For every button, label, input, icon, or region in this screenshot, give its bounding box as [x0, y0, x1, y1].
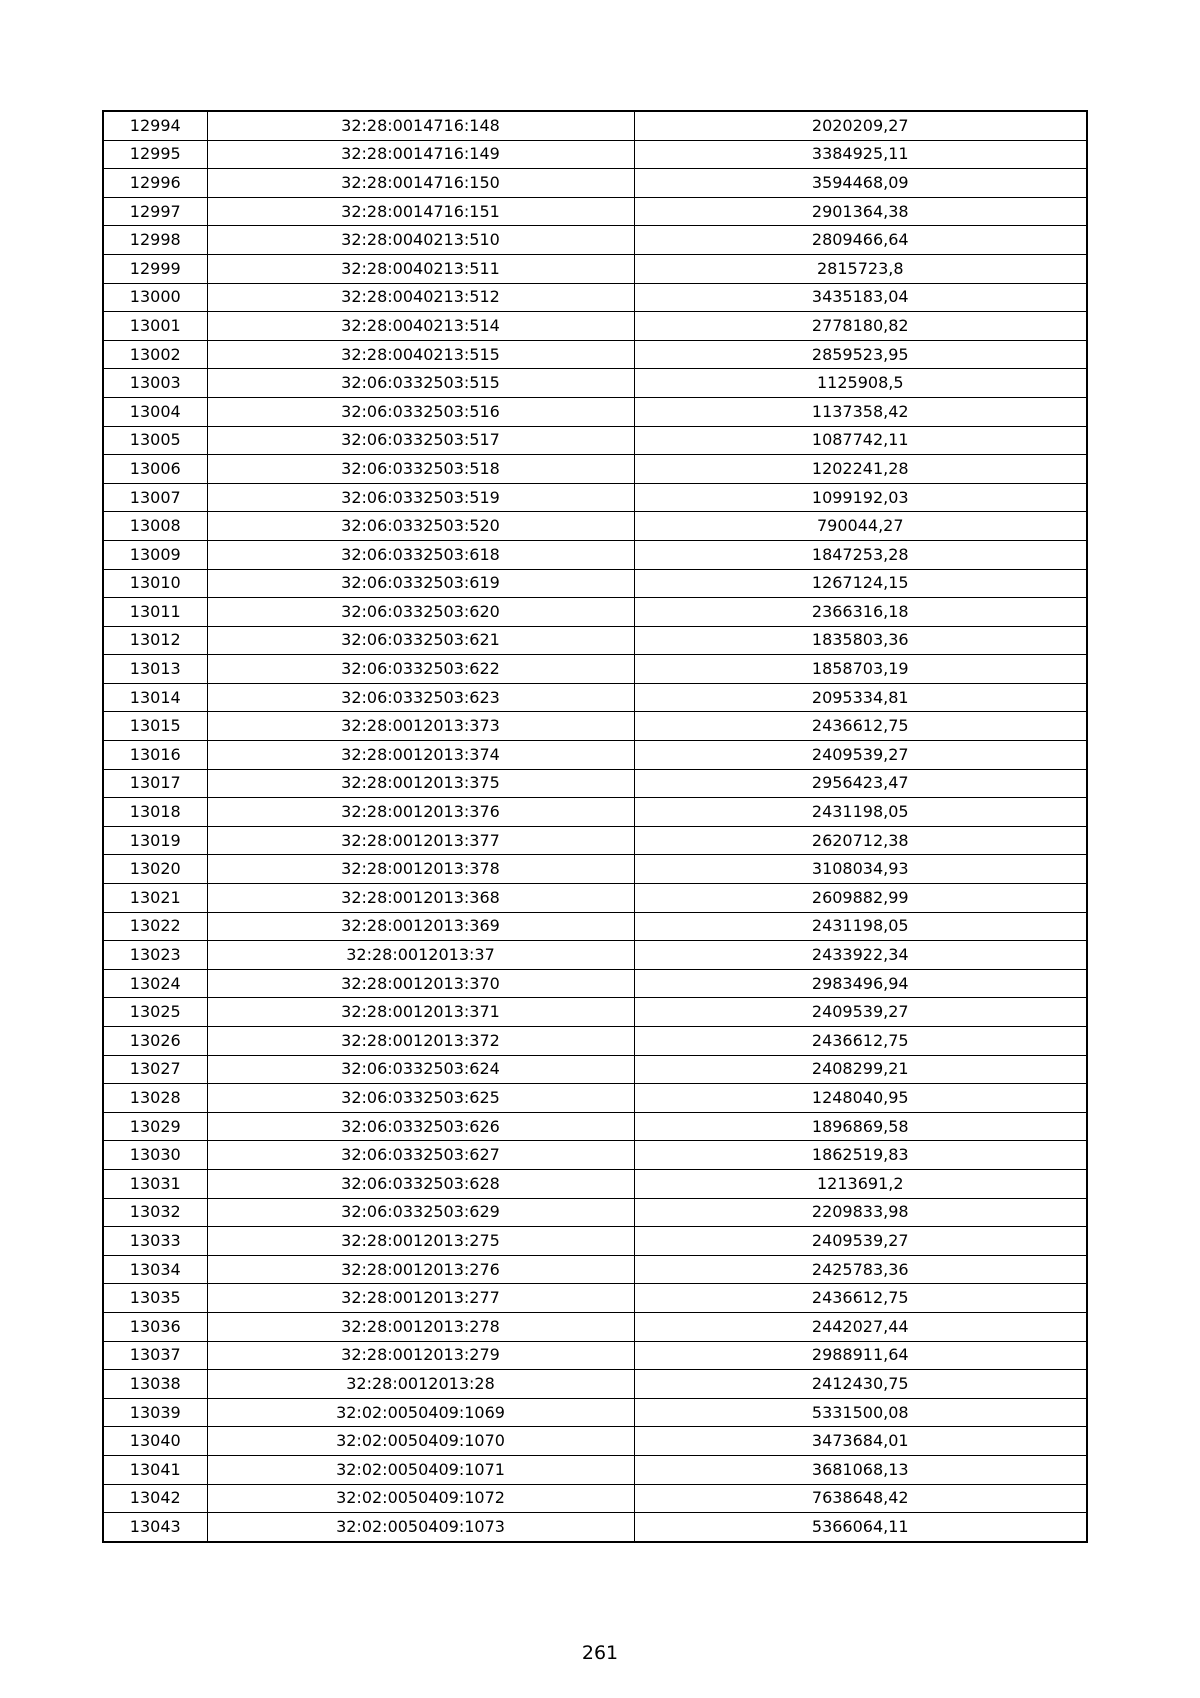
value-cell: 2809466,64 [634, 226, 1087, 255]
value-cell: 2433922,34 [634, 941, 1087, 970]
value-cell: 2409539,27 [634, 998, 1087, 1027]
table-row [103, 283, 1087, 312]
cadastral-number-cell: 32:28:0012013:374 [207, 741, 634, 770]
value-cell: 5331500,08 [634, 1398, 1087, 1427]
value-cell: 2095334,81 [634, 683, 1087, 712]
value-cell: 2436612,75 [634, 712, 1087, 741]
table-row [103, 1370, 1087, 1399]
value-cell: 2431198,05 [634, 798, 1087, 827]
value-cell: 2988911,64 [634, 1341, 1087, 1370]
cadastral-number-cell: 32:06:0332503:629 [207, 1198, 634, 1227]
cadastral-number-cell: 32:28:0012013:37 [207, 941, 634, 970]
cadastral-number-cell: 32:02:0050409:1071 [207, 1455, 634, 1484]
value-cell: 2442027,44 [634, 1312, 1087, 1341]
cadastral-number-cell: 32:28:0012013:373 [207, 712, 634, 741]
table-row [103, 340, 1087, 369]
row-number-cell: 13014 [103, 683, 207, 712]
cadastral-number-cell: 32:28:0012013:276 [207, 1255, 634, 1284]
table-row [103, 111, 1087, 140]
value-cell: 2409539,27 [634, 1227, 1087, 1256]
page-number: 261 [581, 1642, 619, 1664]
cadastral-number-cell: 32:06:0332503:518 [207, 455, 634, 484]
cadastral-number-cell: 32:28:0014716:149 [207, 140, 634, 169]
cadastral-number-cell: 32:06:0332503:621 [207, 626, 634, 655]
row-number-cell: 13017 [103, 769, 207, 798]
cadastral-number-cell: 32:28:0012013:375 [207, 769, 634, 798]
row-number-cell: 12996 [103, 169, 207, 198]
value-cell: 3681068,13 [634, 1455, 1087, 1484]
value-cell: 1847253,28 [634, 540, 1087, 569]
table-row [103, 1027, 1087, 1056]
table-row [103, 569, 1087, 598]
table-row [103, 1455, 1087, 1484]
table-row [103, 1055, 1087, 1084]
row-number-cell: 13025 [103, 998, 207, 1027]
row-number-cell: 13023 [103, 941, 207, 970]
value-cell: 1858703,19 [634, 655, 1087, 684]
value-cell: 1862519,83 [634, 1141, 1087, 1170]
row-number-cell: 13019 [103, 826, 207, 855]
cadastral-number-cell: 32:28:0012013:376 [207, 798, 634, 827]
row-number-cell: 13040 [103, 1427, 207, 1456]
value-cell: 2425783,36 [634, 1255, 1087, 1284]
cadastral-number-cell: 32:28:0012013:275 [207, 1227, 634, 1256]
value-cell: 1267124,15 [634, 569, 1087, 598]
cadastral-number-cell: 32:28:0012013:378 [207, 855, 634, 884]
cadastral-number-cell: 32:28:0012013:377 [207, 826, 634, 855]
value-cell: 3108034,93 [634, 855, 1087, 884]
value-cell: 2436612,75 [634, 1027, 1087, 1056]
table-row [103, 769, 1087, 798]
table-row [103, 1255, 1087, 1284]
cadastral-number-cell: 32:02:0050409:1072 [207, 1484, 634, 1513]
cadastral-number-cell: 32:06:0332503:619 [207, 569, 634, 598]
row-number-cell: 13030 [103, 1141, 207, 1170]
table-row [103, 1312, 1087, 1341]
table-row [103, 226, 1087, 255]
cadastral-number-cell: 32:28:0012013:278 [207, 1312, 634, 1341]
row-number-cell: 13042 [103, 1484, 207, 1513]
table-row [103, 855, 1087, 884]
value-cell: 2901364,38 [634, 197, 1087, 226]
value-cell: 790044,27 [634, 512, 1087, 541]
cadastral-number-cell: 32:28:0014716:148 [207, 111, 634, 140]
table-row [103, 397, 1087, 426]
row-number-cell: 13012 [103, 626, 207, 655]
row-number-cell: 13034 [103, 1255, 207, 1284]
value-cell: 3473684,01 [634, 1427, 1087, 1456]
table-row [103, 369, 1087, 398]
cadastral-number-cell: 32:06:0332503:516 [207, 397, 634, 426]
value-cell: 1896869,58 [634, 1112, 1087, 1141]
table-row [103, 1112, 1087, 1141]
value-cell: 2983496,94 [634, 969, 1087, 998]
table-row [103, 798, 1087, 827]
cadastral-number-cell: 32:06:0332503:625 [207, 1084, 634, 1113]
value-cell: 2815723,8 [634, 254, 1087, 283]
row-number-cell: 13037 [103, 1341, 207, 1370]
cadastral-number-cell: 32:28:0012013:368 [207, 884, 634, 913]
value-cell: 5366064,11 [634, 1513, 1087, 1542]
table-row [103, 197, 1087, 226]
cadastral-number-cell: 32:06:0332503:623 [207, 683, 634, 712]
row-number-cell: 13028 [103, 1084, 207, 1113]
row-number-cell: 13013 [103, 655, 207, 684]
row-number-cell: 13038 [103, 1370, 207, 1399]
row-number-cell: 13011 [103, 598, 207, 627]
table-row [103, 1141, 1087, 1170]
table-row [103, 712, 1087, 741]
cadastral-number-cell: 32:06:0332503:520 [207, 512, 634, 541]
cadastral-number-cell: 32:06:0332503:628 [207, 1169, 634, 1198]
row-number-cell: 12999 [103, 254, 207, 283]
table-row [103, 1198, 1087, 1227]
cadastral-number-cell: 32:28:0040213:515 [207, 340, 634, 369]
value-cell: 1248040,95 [634, 1084, 1087, 1113]
table-row [103, 512, 1087, 541]
table-row [103, 1513, 1087, 1542]
value-cell: 2778180,82 [634, 312, 1087, 341]
row-number-cell: 13029 [103, 1112, 207, 1141]
cadastral-number-cell: 32:28:0040213:514 [207, 312, 634, 341]
cadastral-number-cell: 32:06:0332503:620 [207, 598, 634, 627]
value-cell: 2408299,21 [634, 1055, 1087, 1084]
value-cell: 1835803,36 [634, 626, 1087, 655]
cadastral-number-cell: 32:28:0014716:151 [207, 197, 634, 226]
value-cell: 1213691,2 [634, 1169, 1087, 1198]
row-number-cell: 12998 [103, 226, 207, 255]
table-row [103, 912, 1087, 941]
row-number-cell: 13003 [103, 369, 207, 398]
row-number-cell: 13009 [103, 540, 207, 569]
value-cell: 1099192,03 [634, 483, 1087, 512]
row-number-cell: 13026 [103, 1027, 207, 1056]
cadastral-number-cell: 32:28:0012013:279 [207, 1341, 634, 1370]
table-body [103, 111, 1087, 1542]
table-row [103, 483, 1087, 512]
value-cell: 2409539,27 [634, 741, 1087, 770]
table-row [103, 941, 1087, 970]
row-number-cell: 13006 [103, 455, 207, 484]
cadastral-number-cell: 32:28:0012013:369 [207, 912, 634, 941]
row-number-cell: 13032 [103, 1198, 207, 1227]
row-number-cell: 13002 [103, 340, 207, 369]
row-number-cell: 13005 [103, 426, 207, 455]
table-row [103, 655, 1087, 684]
value-cell: 2209833,98 [634, 1198, 1087, 1227]
row-number-cell: 13021 [103, 884, 207, 913]
cadastral-number-cell: 32:28:0012013:28 [207, 1370, 634, 1399]
cadastral-number-cell: 32:06:0332503:515 [207, 369, 634, 398]
row-number-cell: 13000 [103, 283, 207, 312]
cadastral-number-cell: 32:06:0332503:519 [207, 483, 634, 512]
cadastral-number-cell: 32:06:0332503:622 [207, 655, 634, 684]
row-number-cell: 13041 [103, 1455, 207, 1484]
cadastral-number-cell: 32:06:0332503:517 [207, 426, 634, 455]
cadastral-number-cell: 32:02:0050409:1073 [207, 1513, 634, 1542]
table-row [103, 969, 1087, 998]
table-row [103, 1084, 1087, 1113]
value-cell: 3384925,11 [634, 140, 1087, 169]
value-cell: 2431198,05 [634, 912, 1087, 941]
table-row [103, 426, 1087, 455]
row-number-cell: 13043 [103, 1513, 207, 1542]
row-number-cell: 13001 [103, 312, 207, 341]
cadastral-number-cell: 32:28:0040213:511 [207, 254, 634, 283]
table-row [103, 1398, 1087, 1427]
cadastral-number-cell: 32:28:0012013:371 [207, 998, 634, 1027]
row-number-cell: 13004 [103, 397, 207, 426]
row-number-cell: 13033 [103, 1227, 207, 1256]
row-number-cell: 13024 [103, 969, 207, 998]
table-row [103, 998, 1087, 1027]
value-cell: 7638648,42 [634, 1484, 1087, 1513]
table-row [103, 884, 1087, 913]
cadastral-number-cell: 32:28:0012013:370 [207, 969, 634, 998]
value-cell: 2412430,75 [634, 1370, 1087, 1399]
value-cell: 2956423,47 [634, 769, 1087, 798]
value-cell: 2020209,27 [634, 111, 1087, 140]
table-row [103, 1169, 1087, 1198]
cadastral-number-cell: 32:28:0040213:512 [207, 283, 634, 312]
row-number-cell: 13036 [103, 1312, 207, 1341]
table-row [103, 1427, 1087, 1456]
cadastral-number-cell: 32:02:0050409:1069 [207, 1398, 634, 1427]
cadastral-number-cell: 32:06:0332503:624 [207, 1055, 634, 1084]
table-row [103, 254, 1087, 283]
value-cell: 1125908,5 [634, 369, 1087, 398]
cadastral-number-cell: 32:28:0012013:277 [207, 1284, 634, 1313]
table-row [103, 169, 1087, 198]
row-number-cell: 13007 [103, 483, 207, 512]
row-number-cell: 13016 [103, 741, 207, 770]
row-number-cell: 13031 [103, 1169, 207, 1198]
row-number-cell: 12997 [103, 197, 207, 226]
cadastral-value-table [102, 110, 1088, 1543]
value-cell: 2609882,99 [634, 884, 1087, 913]
row-number-cell: 12995 [103, 140, 207, 169]
table-row [103, 1484, 1087, 1513]
table-row [103, 312, 1087, 341]
cadastral-number-cell: 32:06:0332503:627 [207, 1141, 634, 1170]
table-row [103, 1341, 1087, 1370]
table-row [103, 598, 1087, 627]
row-number-cell: 13035 [103, 1284, 207, 1313]
row-number-cell: 12994 [103, 111, 207, 140]
value-cell: 2366316,18 [634, 598, 1087, 627]
row-number-cell: 13008 [103, 512, 207, 541]
table-row [103, 140, 1087, 169]
table-row [103, 1284, 1087, 1313]
cadastral-number-cell: 32:06:0332503:626 [207, 1112, 634, 1141]
value-cell: 2620712,38 [634, 826, 1087, 855]
row-number-cell: 13027 [103, 1055, 207, 1084]
table-row [103, 683, 1087, 712]
cadastral-number-cell: 32:06:0332503:618 [207, 540, 634, 569]
cadastral-number-cell: 32:28:0040213:510 [207, 226, 634, 255]
cadastral-number-cell: 32:28:0014716:150 [207, 169, 634, 198]
value-cell: 3435183,04 [634, 283, 1087, 312]
table-row [103, 626, 1087, 655]
row-number-cell: 13018 [103, 798, 207, 827]
row-number-cell: 13039 [103, 1398, 207, 1427]
value-cell: 2436612,75 [634, 1284, 1087, 1313]
table-row [103, 1227, 1087, 1256]
row-number-cell: 13010 [103, 569, 207, 598]
table-row [103, 540, 1087, 569]
cadastral-number-cell: 32:02:0050409:1070 [207, 1427, 634, 1456]
table-row [103, 455, 1087, 484]
row-number-cell: 13020 [103, 855, 207, 884]
table-row [103, 741, 1087, 770]
table-row [103, 826, 1087, 855]
cadastral-number-cell: 32:28:0012013:372 [207, 1027, 634, 1056]
value-cell: 1087742,11 [634, 426, 1087, 455]
row-number-cell: 13022 [103, 912, 207, 941]
value-cell: 1137358,42 [634, 397, 1087, 426]
value-cell: 3594468,09 [634, 169, 1087, 198]
value-cell: 2859523,95 [634, 340, 1087, 369]
row-number-cell: 13015 [103, 712, 207, 741]
value-cell: 1202241,28 [634, 455, 1087, 484]
